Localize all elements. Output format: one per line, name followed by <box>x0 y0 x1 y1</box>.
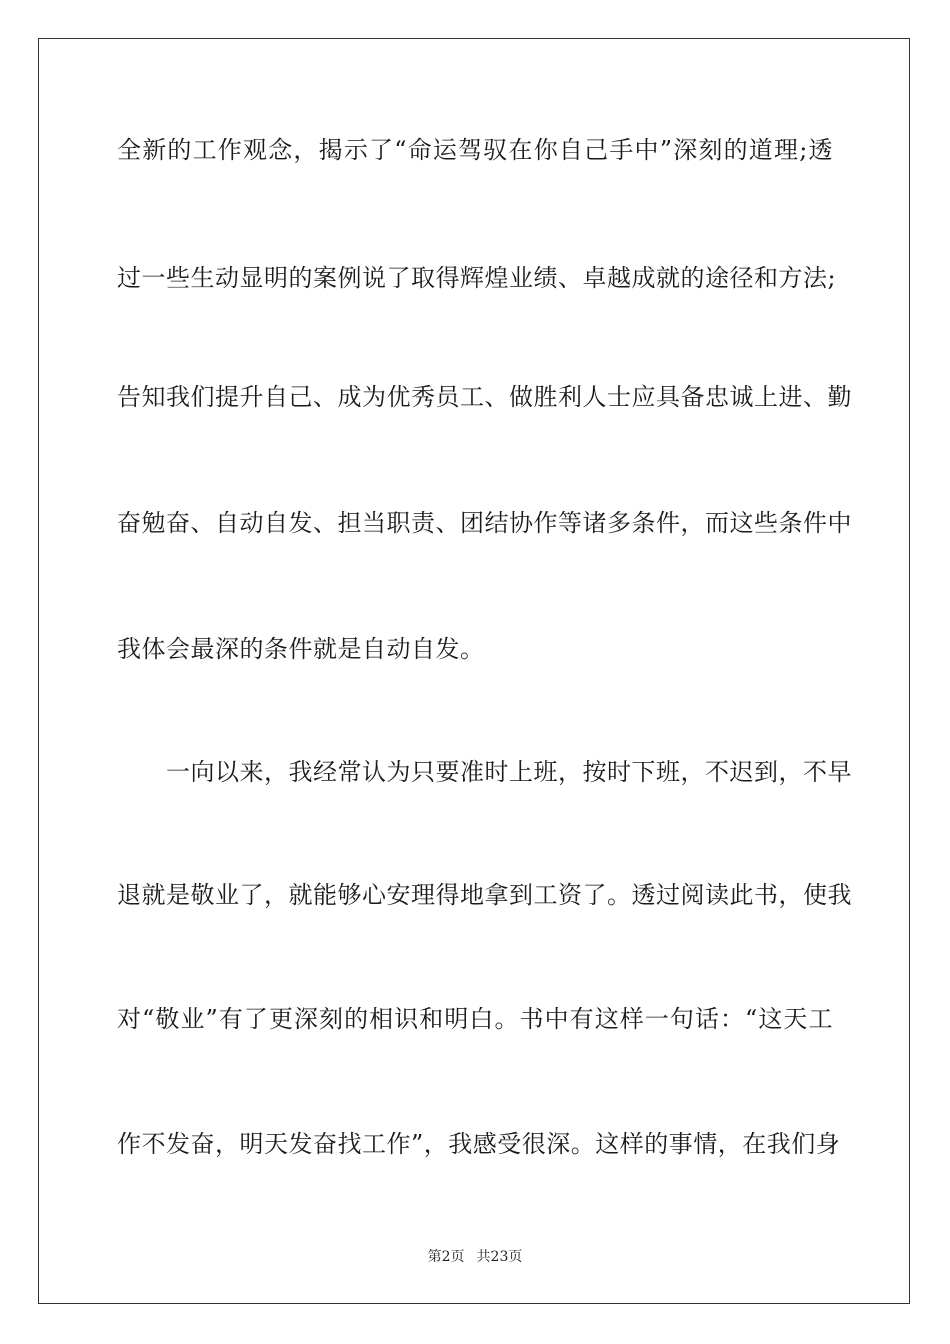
text-line-8: 对“敬业”有了更深刻的相识和明白。书中有这样一句话：“这天工 <box>117 1005 833 1033</box>
text-line-4: 奋勉奋、自动自发、担当职责、团结协作等诸多条件，而这些条件中 <box>117 509 852 537</box>
text-line-2: 过一些生动显明的案例说了取得辉煌业绩、卓越成就的途径和方法; <box>117 264 837 292</box>
text-line-9: 作不发奋，明天发奋找工作”，我感受很深。这样的事情，在我们身 <box>117 1130 841 1158</box>
text-line-1: 全新的工作观念，揭示了“命运驾驭在你自己手中”深刻的道理;透 <box>117 136 833 164</box>
page-frame <box>38 38 910 1304</box>
page-footer <box>0 1248 950 1266</box>
text-line-5: 我体会最深的条件就是自动自发。 <box>117 635 485 663</box>
page-number: 第2页 <box>427 1249 465 1265</box>
page-total: 共23页 <box>476 1249 523 1265</box>
text-line-7: 退就是敬业了，就能够心安理得地拿到工资了。透过阅读此书，使我 <box>117 881 852 909</box>
text-line-6: 一向以来，我经常认为只要准时上班，按时下班，不迟到，不早 <box>117 758 852 786</box>
text-line-3: 告知我们提升自己、成为优秀员工、做胜利人士应具备忠诚上进、勤 <box>117 383 852 411</box>
